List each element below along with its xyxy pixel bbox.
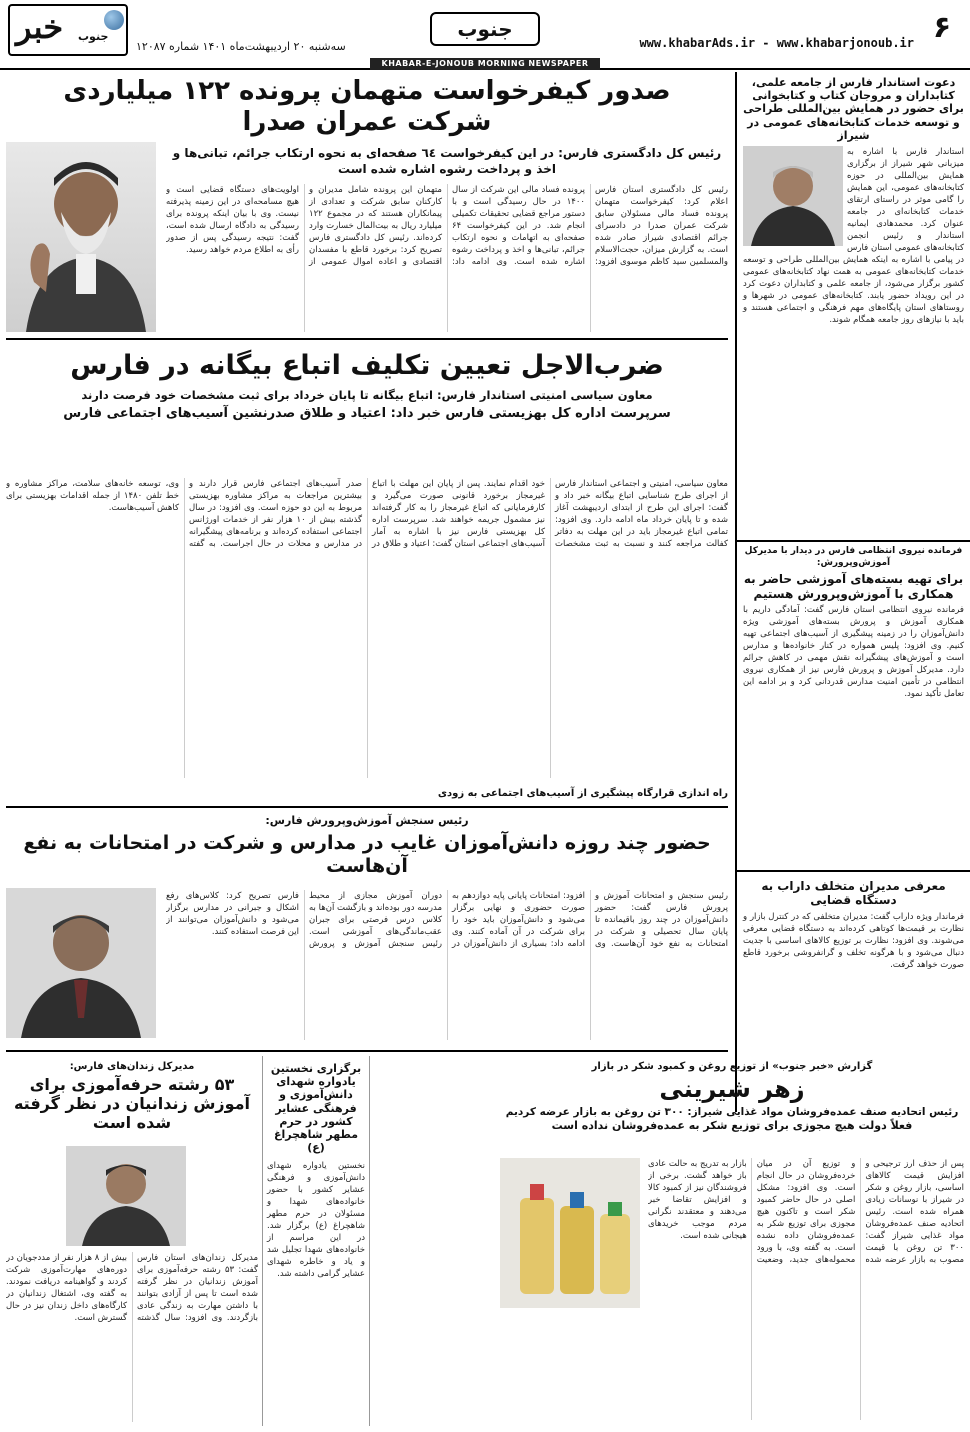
side-s2-body: فرمانده نیروی انتظامی استان فارس گفت: آمادگی داریم با همکاری آموزش و پرورش بسته‌های آموزشی ویژه دانش‌آموزان را در زمینه پیشگیری از آسیب‌های اجتماعی تهیه کنیم. وی افزود: پلیس همواره در کنار خانواده‌ها و مدارس است و آموزش‌های پیشگیرانه نقش مهمی در کاهش جرائم دارد. مدیرکل آموزش و پرورش فارس نیز از همکاری نیروی انتظامی در تأمین امنیت مدارس قدردانی کرد و بر ادامه این تعامل تأکید نمود. [743,605,964,700]
site-urls[interactable]: www.khabarAds.ir - www.khabarjonoub.ir [639,36,914,50]
story-foreign-nationals [6,342,728,802]
governor-photo [743,146,843,246]
story2-footer: راه اندازی قرارگاه پیشگیری از آسیب‌های اجتماعی به زودی [437,788,728,799]
globe-icon [104,10,124,30]
story3-kicker: رئیس سنجش آموزش‌وپرورش فارس: [265,814,469,827]
masthead [0,0,970,70]
story1-title-line1: صدور کیفرخواست متهمان پرونده ۱۲۲ میلیاردی [63,76,671,106]
story-students-exams [6,808,728,1048]
oil-bottles-photo [500,1158,640,1308]
person-icon [66,1146,186,1246]
story1-body: رئیس کل دادگستری استان فارس اعلام کرد: کیفرخواست متهمان پرونده فساد مالی مسئولان سابق شرکت عمران صدرا در دادسرای جرائم اقتصادی شیراز صادر شده است. به گزارش میزان، حجت‌الاسلام والمسلمین سید کاظم موسوی افزود: پرونده فساد مالی این شرکت از سال ۱۴۰۰ در حال رسیدگی است و با دستور مراجع قضایی تحقیقات تکمیلی انجام شد. در این کیفرخواست ۶۴ صفحه‌ای به اتهامات و نحوه ارتکاب جرائم، تبانی‌ها و اخذ و پرداخت رشوه اشاره شده است. وی ادامه داد: متهمان این پرونده شامل مدیران و کارکنان سابق شرکت و تعدادی از پیمانکاران هستند که در مجموع ۱۲۲ میلیارد ریال به بیت‌المال خسارت وارد کرده‌اند. رئیس کل دادگستری فارس تصریح کرد: برخورد قاطع با مفسدان اقتصادی و اعاده اموال عمومی از اولویت‌های دستگاه قضایی است و هیچ مسامحه‌ای در این زمینه پذیرفته نیست. وی با بیان اینکه پرونده برای رسیدگی به دادگاه ارسال شده است، گفت: نتیجه رسیدگی پس از صدور رأی به اطلاع مردم خواهد رسید. [166,185,728,267]
person-icon [6,888,156,1038]
rule-3 [6,1050,728,1052]
section-label: جنوب [430,12,540,46]
logo-sub: جنوب [78,30,109,43]
story-martyrs-commemoration [262,1056,370,1426]
side-police-story [737,542,970,872]
story3-title: حضور چند روزه دانش‌آموزان غایب در مدارس و شرکت در امتحانات به نفع آن‌هاست [23,832,711,878]
story3-body: رئیس سنجش و امتحانات آموزش و پرورش فارس گفت: حضور دانش‌آموزان در چند روز باقیمانده تا پایان سال تحصیلی و شرکت در امتحانات به نفع خود آن‌هاست. وی افزود: امتحانات پایانی پایه دوازدهم به صورت حضوری و نهایی برگزار می‌شود و دانش‌آموزان باید خود را برای شرکت در آن آماده کنند. وی ادامه داد: بسیاری از دانش‌آموزان در دوران آموزش مجازی از محیط مدرسه دور بوده‌اند و بازگشت آن‌ها به کلاس درس فرصتی برای جبران عقب‌ماندگی‌های آموزشی است. رئیس سنجش آموزش و پرورش فارس تصریح کرد: کلاس‌های رفع اشکال و جبرانی در مدارس برگزار می‌شود و دانش‌آموزان می‌توانند از این فرصت استفاده کنند. [166,891,728,949]
side-s1-body: استاندار فارس با اشاره به میزبانی شهر شیراز از برگزاری همایش بین‌المللی در حوزه کتابخانه‌های عمومی، این همایش را گامی موثر در راستای ارتقای خدمات کتابخانه‌ای در جامعه عنوان کرد. محمدهادی ایمانیه استاندار و رئیس انجمن کتابخانه‌های عمومی استان فارس در پیامی با اشاره به اینکه همایش بین‌المللی طراحی و توسعه خدمات کتابخانه‌های عمومی به همت نهاد کتابخانه‌های عمومی کشور برگزار می‌شود، از جامعه علمی و کتابداران دعوت کرد در این رویداد حضور یابند. کتابخانه‌های عمومی در شهرها و روستاهای استان پایگاه‌های مهم فرهنگی و اجتماعی هستند و باید با نیازهای روز جامعه همگام شوند. [743,146,964,325]
story6-title: زهر شیرینی [659,1075,805,1103]
story6-subtitle1: رئیس اتحادیه صنف عمده‌فروشان مواد غذایی شیراز: ۳۰۰ تن روغن به بازار عرضه کردیم [505,1105,959,1118]
person-icon [743,146,843,246]
story-prisons [6,1056,258,1426]
story6-subtitle2: فعلاً دولت هیچ مجوزی برای توزیع شکر به عمده‌فروشان نداده است [551,1119,913,1133]
story1-title-line2: شرکت عمران صدرا [242,107,492,138]
side-s1-title: دعوت استاندار فارس از جامعه علمی، کتابداران و مروجان کتاب و کتابخوانی برای حضور در همایش بین‌المللی طراحی و توسعه خدمات کتابخانه‌های عمومی در شیراز [743,76,964,142]
side-s2-kicker: فرمانده نیروی انتظامی فارس در دیدار با مدیرکل آموزش‌وپرورش: [744,546,963,568]
story1-subtitle: رئیس کل دادگستری فارس: در این کیفرخواست ٦٤ صفحه‌ای به نحوه ارتکاب جرائم، تبانی‌ها و اخذ و پرداخت رشوه اشاره شده است [172,146,722,176]
page-number: ۶ [932,10,952,45]
story2-body: معاون سیاسی، امنیتی و اجتماعی استاندار فارس از اجرای طرح شناسایی اتباع بیگانه خبر داد و گفت: اجرای این طرح از ابتدای اردیبهشت آغاز شده و تا پایان خرداد ماه ادامه دارد. وی افزود: تمامی اتباع غیرمجاز باید در این مهلت به دفاتر کفالت مراجعه کنند و نسبت به ثبت مشخصات خود اقدام نمایند. پس از پایان این مهلت با اتباع غیرمجاز برخورد قانونی صورت می‌گیرد و کارفرمایانی که اتباع غیرمجاز را به کار گرفته‌اند نیز مشمول جریمه خواهند شد. سرپرست اداره کل بهزیستی فارس نیز با اشاره به آمار آسیب‌های اجتماعی استان گفت: اعتیاد و طلاق در صدر آسیب‌های اجتماعی فارس قرار دارند و بیشترین مراجعات به مراکز مشاوره بهزیستی مربوط به این دو حوزه است. وی افزود: در سال گذشته بیش از ۱۰ هزار نفر از خدمات اورژانس اجتماعی استفاده کرده‌اند و برنامه‌های پیشگیرانه در مدارس و محلات در حال اجراست. به گفته وی، توسعه خانه‌های سلامت، مراکز مشاوره و خط تلفن ۱۴۸۰ از جمله اقدامات بهزیستی برای کاهش آسیب‌هاست. [6,479,728,549]
side-column [735,72,970,1112]
story-embezzlement [6,74,728,336]
story6-kicker: گزارش «خبر جنوب» از توزیع روغن و کمبود شکر در بازار [591,1061,873,1072]
side-library-story [737,72,970,542]
story4-title: ۵۳ رشته حرفه‌آموزی برای آموزش زندانیان در نظر گرفته شده است [13,1075,251,1133]
prisons-director-photo [66,1146,186,1246]
newspaper-logo [8,4,128,56]
exam-official-photo [6,888,156,1038]
story2-subtitle2: سرپرست اداره کل بهزیستی فارس خبر داد: اعتیاد و طلاق صدرنشین آسیب‌های اجتماعی فارس [63,406,671,422]
logo-word: خبر [16,8,64,46]
english-banner: KHABAR-E-JONOUB MORNING NEWSPAPER [370,58,600,70]
story4-kicker: مدیرکل زندان‌های فارس: [69,1061,195,1072]
story6-body: پس از حذف ارز ترجیحی و افزایش قیمت کالاهای اساسی، بازار روغن و شکر در شیراز با نوسانات زیادی همراه شده است. رئیس اتحادیه صنف عمده‌فروشان مواد غذایی شیراز گفت: ۳۰۰ تن روغن با قیمت مصوب به بازار عرضه شده و توزیع آن در میان خرده‌فروشان در حال انجام است. وی افزود: مشکل اصلی در حال حاضر کمبود شکر است و تاکنون هیچ مجوزی برای توزیع شکر به عمده‌فروشان داده نشده است. به گفته وی، با ورود محموله‌های جدید، وضعیت بازار به تدریج به حالت عادی باز خواهد گشت. برخی از فروشندگان نیز از کمبود کالا و افزایش تقاضا خبر می‌دهند و معتقدند نگرانی مردم موجب خریدهای هیجانی شده است. [648,1159,964,1265]
story-oil-sugar [500,1056,964,1426]
issue-date: سه‌شنبه ۲۰ اردیبهشت‌ماه ۱۴۰۱ شماره ۱۲۰۸۷ [136,40,346,53]
side-s3-body: فرماندار ویژه داراب گفت: مدیران متخلفی که در کنترل بازار و نظارت بر قیمت‌ها کوتاهی کرده‌اند به دستگاه قضایی معرفی می‌شوند. وی افزود: نظارت بر توزیع کالاهای اساسی با جدیت دنبال می‌شود و با هرگونه تخلف و گرانفروشی برخورد قاطع صورت خواهد گرفت. [743,911,964,970]
oil-bottle-icon [500,1158,640,1308]
story5-body: نخستین یادواره شهدای دانش‌آموزی و فرهنگی عشایر کشور با حضور خانواده‌های شهدا و مسئولان در حرم مطهر شاهچراغ (ع) برگزار شد. در این مراسم از خانواده‌های شهدا تجلیل شد و یاد و خاطره شهدای عشایر گرامی داشته شد. [267,1161,365,1280]
story2-subtitle: معاون سیاسی امنیتی استاندار فارس: اتباع بیگانه تا پایان خرداد برای ثبت مشخصات خود فرصت دارند [81,388,653,403]
rule-1 [6,338,728,340]
story4-body: مدیرکل زندان‌های استان فارس گفت: ۵۳ رشته حرفه‌آموزی برای آموزش زندانیان در نظر گرفته شده است تا پس از آزادی بتوانند با داشتن مهارت به زندگی عادی بازگردند. وی افزود: سال گذشته بیش از ۸ هزار نفر از مددجویان در دوره‌های مهارت‌آموزی شرکت کردند و گواهینامه دریافت نمودند. به گفته وی، اشتغال زندانیان در کارگاه‌های داخل زندان نیز در حال گسترش است. [6,1253,258,1323]
story2-title: ضرب‌الاجل تعیین تکلیف اتباع بیگانه در فارس [70,350,664,381]
judiciary-chief-photo [6,142,156,332]
story5-kicker: برگزاری نخستین یادواره شهدای دانش‌آموزی و فرهنگی عشایر کشور در حرم مطهر شاهچراغ (ع) [270,1062,362,1155]
side-s2-title: برای تهیه بسته‌های آموزشی حاضر به همکاری با آموزش‌وپرورش هستیم [743,572,964,601]
person-icon [6,142,156,332]
side-s3-title: معرفی مدیران متخلف داراب به دستگاه قضایی [761,879,946,908]
